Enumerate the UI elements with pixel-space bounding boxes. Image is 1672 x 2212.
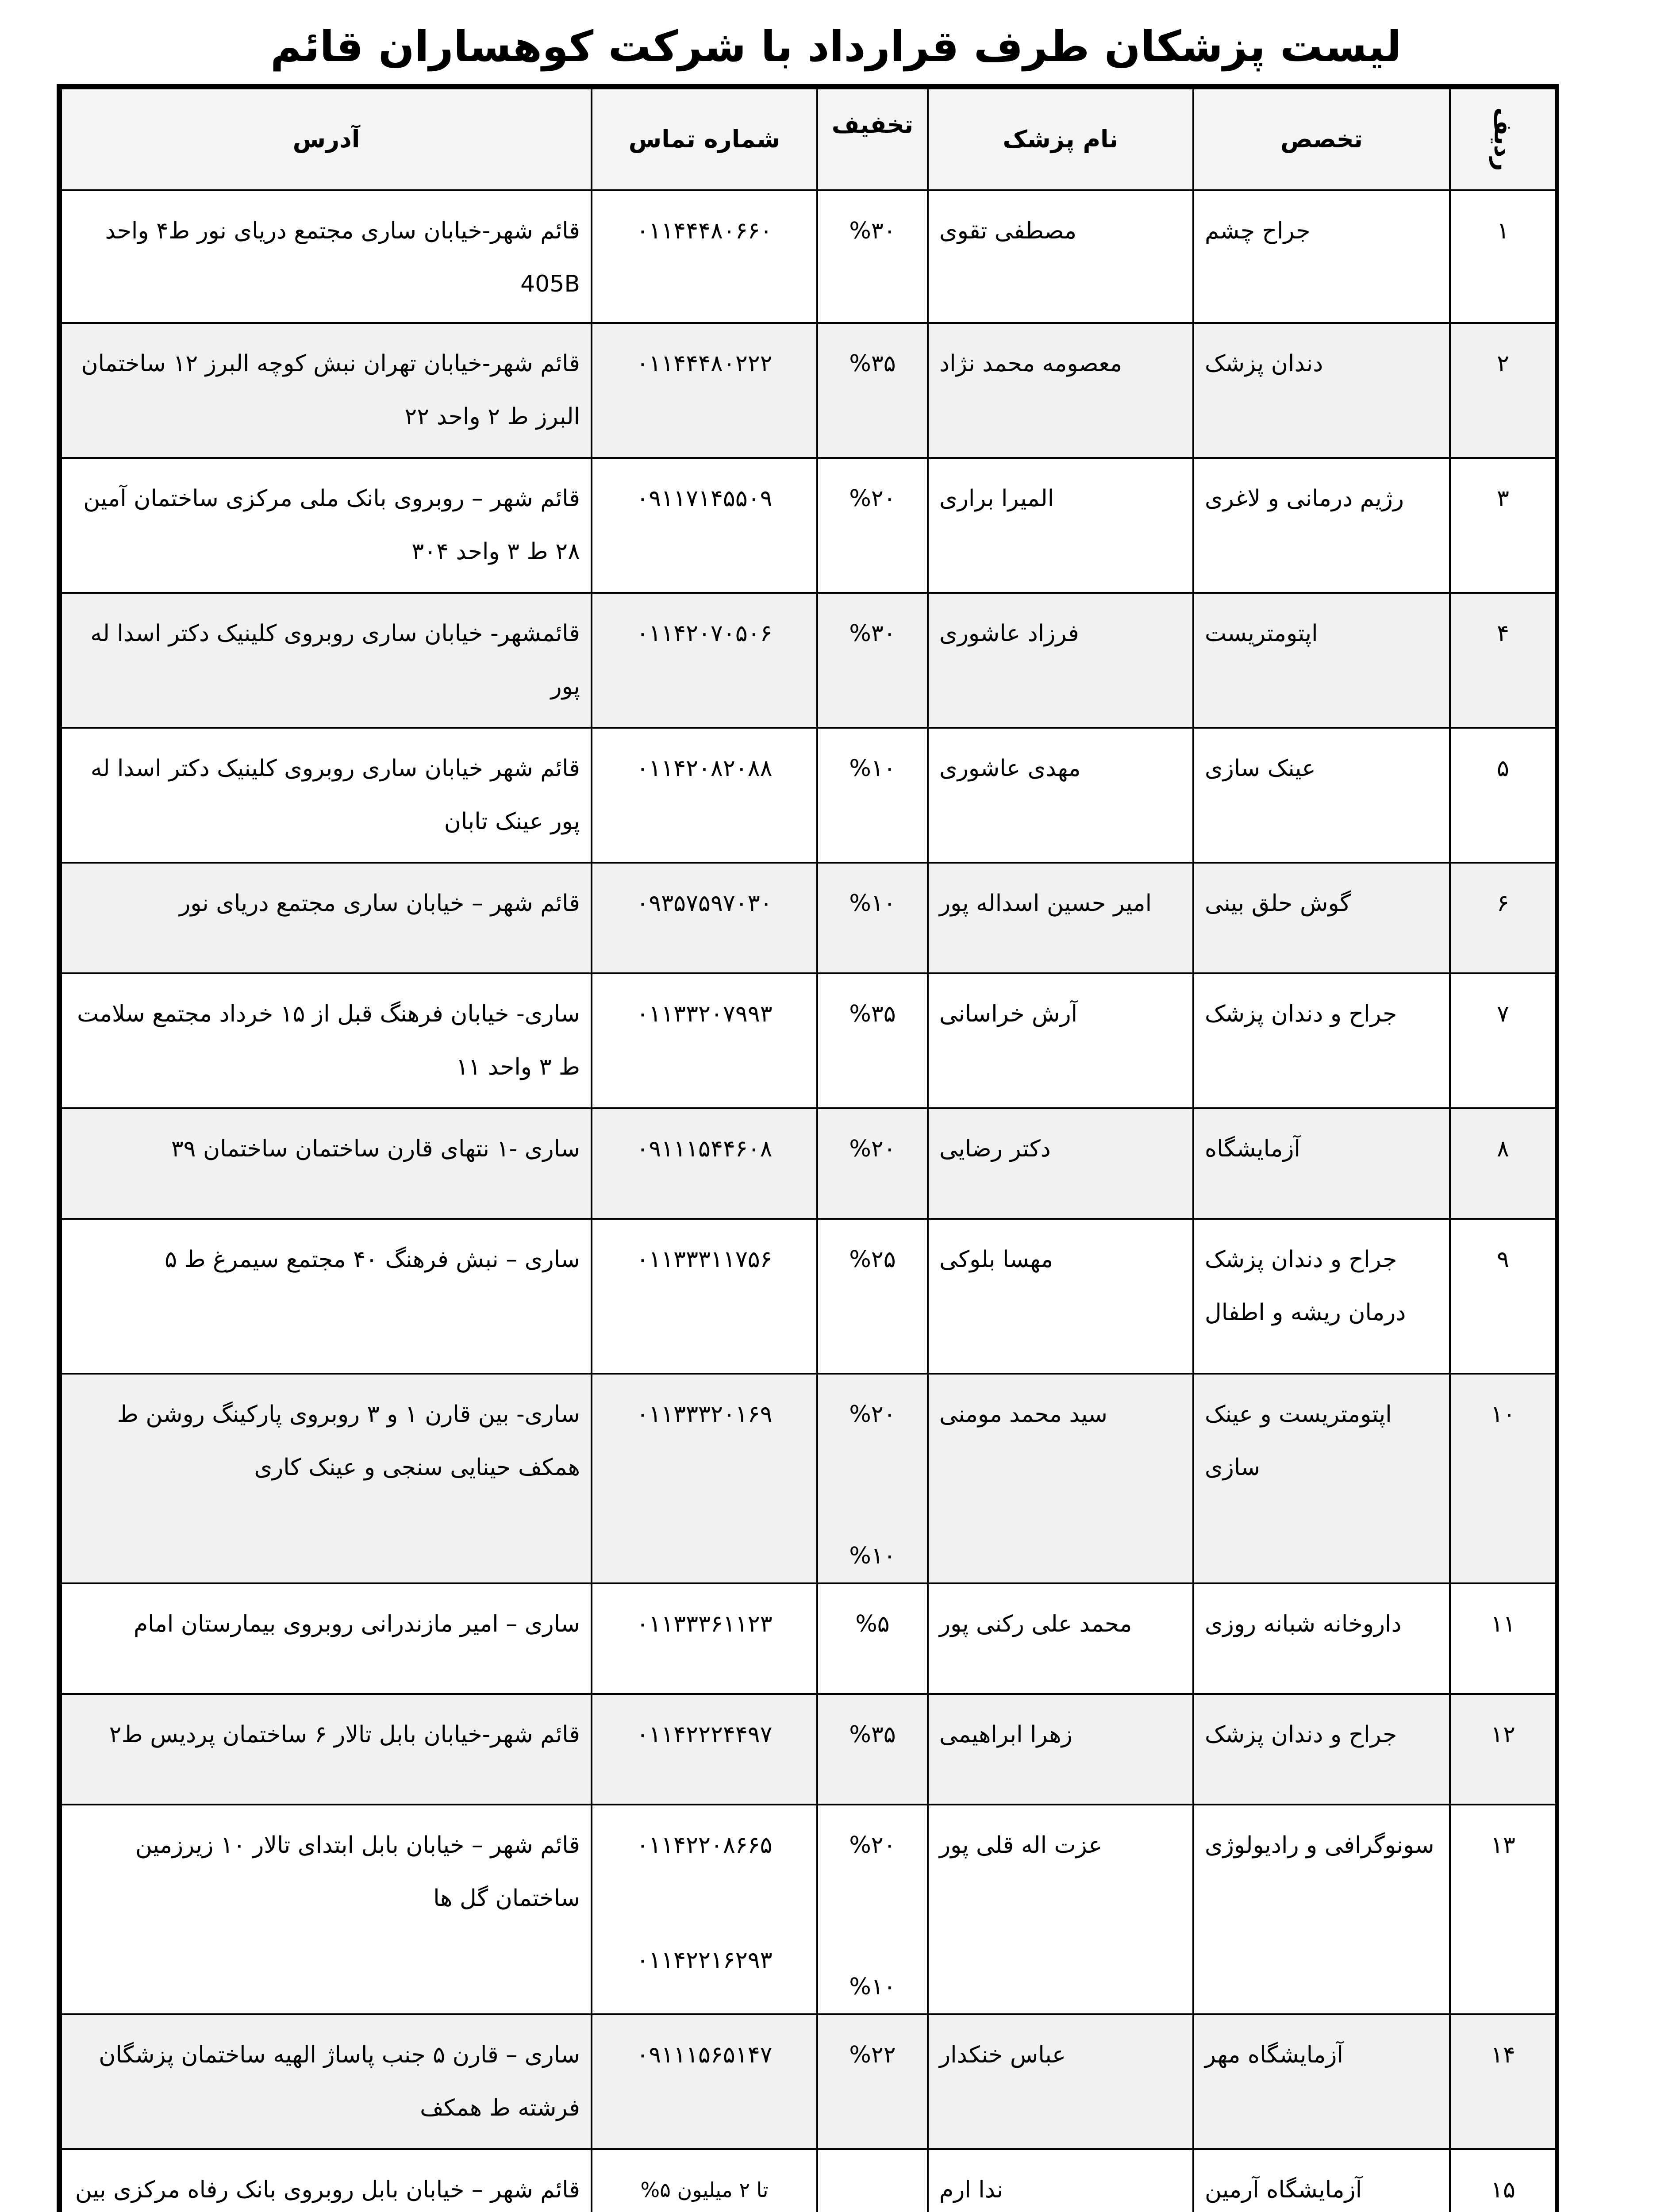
- specialty-cell: اپتومتریست و عینک سازی: [1193, 1374, 1450, 1583]
- row-number: ۲: [1450, 323, 1556, 458]
- row-number: ۴: [1450, 593, 1556, 728]
- specialty-cell: رژیم درمانی و لاغری: [1193, 458, 1450, 593]
- doctor-name-cell: فرزاد عاشوری: [928, 593, 1193, 728]
- header-phone: شماره تماس: [592, 88, 817, 190]
- table-row: [61, 973, 1556, 1108]
- row-number: ۱۳: [1450, 1805, 1556, 2014]
- table-row: [61, 1694, 1556, 1805]
- address-cell: ساری -۱ نتهای قارن ساختمان ساختمان ۳۹: [61, 1108, 592, 1219]
- doctor-name-cell: عباس خنکدار: [928, 2014, 1193, 2149]
- table-header-row: [61, 88, 1556, 190]
- discount-value: %۵: [855, 1611, 890, 1637]
- table-row: [61, 2014, 1556, 2149]
- specialty-cell: سونوگرافی و رادیولوژی: [1193, 1805, 1450, 2014]
- address-cell: قائم شهر-خیابان بابل تالار ۶ ساختمان پردیس ط۲: [61, 1694, 592, 1805]
- discount-value: %۳۵: [849, 1001, 896, 1027]
- address-cell: قائم شهر – روبروی بانک ملی مرکزی ساختمان آمین ۲۸ ط ۳ واحد ۳۰۴: [61, 458, 592, 593]
- specialty-cell: آزمایشگاه: [1193, 1108, 1450, 1219]
- discount-cell: [817, 1374, 928, 1583]
- phone-value: ۰۹۳۵۷۵۹۷۰۳۰: [636, 890, 773, 917]
- phone-cell: [592, 1583, 817, 1694]
- phone-cell: [592, 1219, 817, 1374]
- phone-value: ۰۱۱۴۲۲۱۶۲۹۳: [636, 1947, 773, 1974]
- row-number: ۷: [1450, 973, 1556, 1108]
- specialty-cell: اپتومتریست: [1193, 593, 1450, 728]
- address-cell: ساری- بین قارن ۱ و ۳ روبروی پارکینگ روشن ط همکف حینایی سنجی و عینک کاری: [61, 1374, 592, 1583]
- phone-value: ۰۱۱۳۳۲۰۷۹۹۳: [636, 1001, 773, 1027]
- doctor-name-cell: سید محمد مومنی: [928, 1374, 1193, 1583]
- address-cell: قائمشهر- خیابان ساری روبروی کلینیک دکتر اسدا له پور: [61, 593, 592, 728]
- phone-value: ۰۱۱۳۳۳۲۰۱۶۹: [636, 1401, 773, 1428]
- doctor-name-cell: مهسا بلوکی: [928, 1219, 1193, 1374]
- discount-value: %۲۲: [849, 2042, 896, 2068]
- discount-value: %۲۰: [849, 485, 896, 512]
- phone-cell: [592, 1805, 817, 2014]
- discount-value: %۳۵: [849, 350, 896, 377]
- address-cell: ساری – امیر مازندرانی روبروی بیمارستان امام: [61, 1583, 592, 1694]
- row-number: ۱۱: [1450, 1583, 1556, 1694]
- specialty-cell: جراح و دندان پزشک: [1193, 973, 1450, 1108]
- table-row: [61, 458, 1556, 593]
- phone-value: ۰۱۱۴۲۲۰۸۶۶۵: [636, 1832, 773, 1859]
- header-address: آدرس: [61, 88, 592, 190]
- discount-cell: [817, 1583, 928, 1694]
- discount-cell: [817, 973, 928, 1108]
- discount-value: %۱۰: [849, 1543, 896, 1569]
- discount-value: %۱۰: [849, 1974, 896, 2000]
- row-number: ۱۴: [1450, 2014, 1556, 2149]
- discount-cell: [817, 2014, 928, 2149]
- header-discount: تخفیف: [817, 88, 928, 190]
- row-number: ۵: [1450, 728, 1556, 863]
- specialty-cell: جراح و دندان پزشک: [1193, 1694, 1450, 1805]
- discount-cell: [817, 1219, 928, 1374]
- discount-cell: [817, 190, 928, 323]
- specialty-cell: گوش حلق بینی: [1193, 863, 1450, 973]
- specialty-cell: عینک سازی: [1193, 728, 1450, 863]
- table-row: [61, 728, 1556, 863]
- phone-cell: [592, 728, 817, 863]
- doctor-name-cell: المیرا براری: [928, 458, 1193, 593]
- phone-cell: [592, 1694, 817, 1805]
- table-row: [61, 1108, 1556, 1219]
- phone-cell: [592, 458, 817, 593]
- discount-value: %۲۵: [849, 1246, 896, 1273]
- phone-cell: [592, 1108, 817, 1219]
- phone-value: ۰۹۱۱۱۵۶۵۱۴۷: [636, 2042, 773, 2068]
- discount-cell: [817, 323, 928, 458]
- doctor-name-cell: دکتر رضایی: [928, 1108, 1193, 1219]
- row-number: ۱۵: [1450, 2149, 1556, 2212]
- phone-cell: [592, 2149, 817, 2212]
- page-title: لیست پزشکان طرف قرارداد با شرکت کوهساران قائم: [270, 22, 1402, 71]
- row-number: ۸: [1450, 1108, 1556, 1219]
- phone-value: ۰۱۱۴۴۴۸۰۲۲۲: [636, 350, 773, 377]
- phone-cell: [592, 863, 817, 973]
- phone-value: تا ۲ میلیون ۵%: [640, 2178, 769, 2202]
- row-number: ۹: [1450, 1219, 1556, 1374]
- discount-value: %۲۰: [849, 1136, 896, 1162]
- address-cell: قائم شهر-خیابان ساری مجتمع دریای نور ط۴ واحد 405B: [61, 190, 592, 323]
- doctor-name-cell: امیر حسین اسداله پور: [928, 863, 1193, 973]
- discount-cell: [817, 1805, 928, 2014]
- address-cell: ساری – قارن ۵ جنب پاساژ الهیه ساختمان پزشگان فرشته ط همکف: [61, 2014, 592, 2149]
- phone-cell: [592, 323, 817, 458]
- table-row: [61, 323, 1556, 458]
- discount-cell: [817, 728, 928, 863]
- phone-cell: [592, 1374, 817, 1583]
- phone-value: ۰۱۱۴۲۰۷۰۵۰۶: [636, 620, 773, 647]
- row-number: ۶: [1450, 863, 1556, 973]
- row-number: ۱۰: [1450, 1374, 1556, 1583]
- doctor-name-cell: ندا ارم: [928, 2149, 1193, 2212]
- specialty-cell: آزمایشگاه آرمین: [1193, 2149, 1450, 2212]
- table-row: [61, 2149, 1556, 2212]
- doctor-name-cell: محمد علی رکنی پور: [928, 1583, 1193, 1694]
- discount-cell: [817, 863, 928, 973]
- phone-value: ۰۱۱۴۲۰۸۲۰۸۸: [636, 755, 773, 782]
- discount-value: %۳۰: [849, 620, 896, 647]
- phone-value: ۰۱۱۴۴۴۸۰۶۶۰: [636, 218, 773, 244]
- phone-value: ۰۹۱۱۱۵۴۴۶۰۸: [636, 1136, 773, 1162]
- row-number: ۱۲: [1450, 1694, 1556, 1805]
- discount-value: %۲۰: [849, 1832, 896, 1859]
- doctors-table: [57, 84, 1559, 2212]
- phone-value: ۰۱۱۳۳۳۶۱۱۲۳: [636, 1611, 773, 1637]
- header-num-label: ردیف: [1489, 108, 1517, 171]
- specialty-cell: داروخانه شبانه روزی: [1193, 1583, 1450, 1694]
- phone-cell: [592, 973, 817, 1108]
- doctor-name-cell: مهدی عاشوری: [928, 728, 1193, 863]
- address-cell: ساری- خیابان فرهنگ قبل از ۱۵ خرداد مجتمع سلامت ط ۳ واحد ۱۱: [61, 973, 592, 1108]
- row-number: ۱: [1450, 190, 1556, 323]
- phone-cell: [592, 593, 817, 728]
- specialty-cell: جراح چشم: [1193, 190, 1450, 323]
- discount-value: %۱۰: [849, 890, 896, 917]
- discount-cell: [817, 458, 928, 593]
- phone-value: ۰۹۱۱۷۱۴۵۵۰۹: [636, 485, 773, 512]
- header-specialty: تخصص: [1193, 88, 1450, 190]
- table-row: [61, 190, 1556, 323]
- discount-value: %۳۵: [849, 1721, 896, 1748]
- specialty-cell: جراح و دندان پزشک درمان ریشه و اطفال: [1193, 1219, 1450, 1374]
- table-row: [61, 1583, 1556, 1694]
- phone-value: ۰۱۱۴۲۲۲۴۴۹۷: [636, 1721, 773, 1748]
- doctor-name-cell: عزت اله قلی پور: [928, 1805, 1193, 2014]
- table-row: [61, 593, 1556, 728]
- discount-cell: [817, 1108, 928, 1219]
- header-num: [1450, 88, 1556, 190]
- table-row: [61, 1805, 1556, 2014]
- address-cell: قائم شهر – خیابان ساری مجتمع دریای نور: [61, 863, 592, 973]
- specialty-cell: دندان پزشک: [1193, 323, 1450, 458]
- doctor-name-cell: معصومه محمد نژاد: [928, 323, 1193, 458]
- discount-value: %۲۰: [849, 1401, 896, 1428]
- doctor-name-cell: آرش خراسانی: [928, 973, 1193, 1108]
- row-number: ۳: [1450, 458, 1556, 593]
- discount-cell: [817, 2149, 928, 2212]
- table-row: [61, 1374, 1556, 1583]
- phone-value: ۰۱۱۳۳۳۱۱۷۵۶: [636, 1246, 773, 1273]
- address-cell: قائم شهر – خیابان بابل ابتدای تالار ۱۰ زیرزمین ساختمان گل ها: [61, 1805, 592, 2014]
- discount-cell: [817, 1694, 928, 1805]
- table-row: [61, 863, 1556, 973]
- doctor-name-cell: زهرا ابراهیمی: [928, 1694, 1193, 1805]
- address-cell: قائم شهر خیابان ساری روبروی کلینیک دکتر اسدا له پور عینک تابان: [61, 728, 592, 863]
- discount-cell: [817, 593, 928, 728]
- discount-value: %۱۰: [849, 755, 896, 782]
- address-cell: قائم شهر – خیابان بابل روبروی بانک رفاه مرکزی بین: [61, 2149, 592, 2212]
- header-name: نام پزشک: [928, 88, 1193, 190]
- address-cell: قائم شهر-خیابان تهران نبش کوچه البرز ۱۲ ساختمان البرز ط ۲ واحد ۲۲: [61, 323, 592, 458]
- doctor-name-cell: مصطفی تقوی: [928, 190, 1193, 323]
- discount-value: %۳۰: [849, 218, 896, 244]
- phone-cell: [592, 190, 817, 323]
- phone-cell: [592, 2014, 817, 2149]
- table-row: [61, 1219, 1556, 1374]
- specialty-cell: آزمایشگاه مهر: [1193, 2014, 1450, 2149]
- address-cell: ساری – نبش فرهنگ ۴۰ مجتمع سیمرغ ط ۵: [61, 1219, 592, 1374]
